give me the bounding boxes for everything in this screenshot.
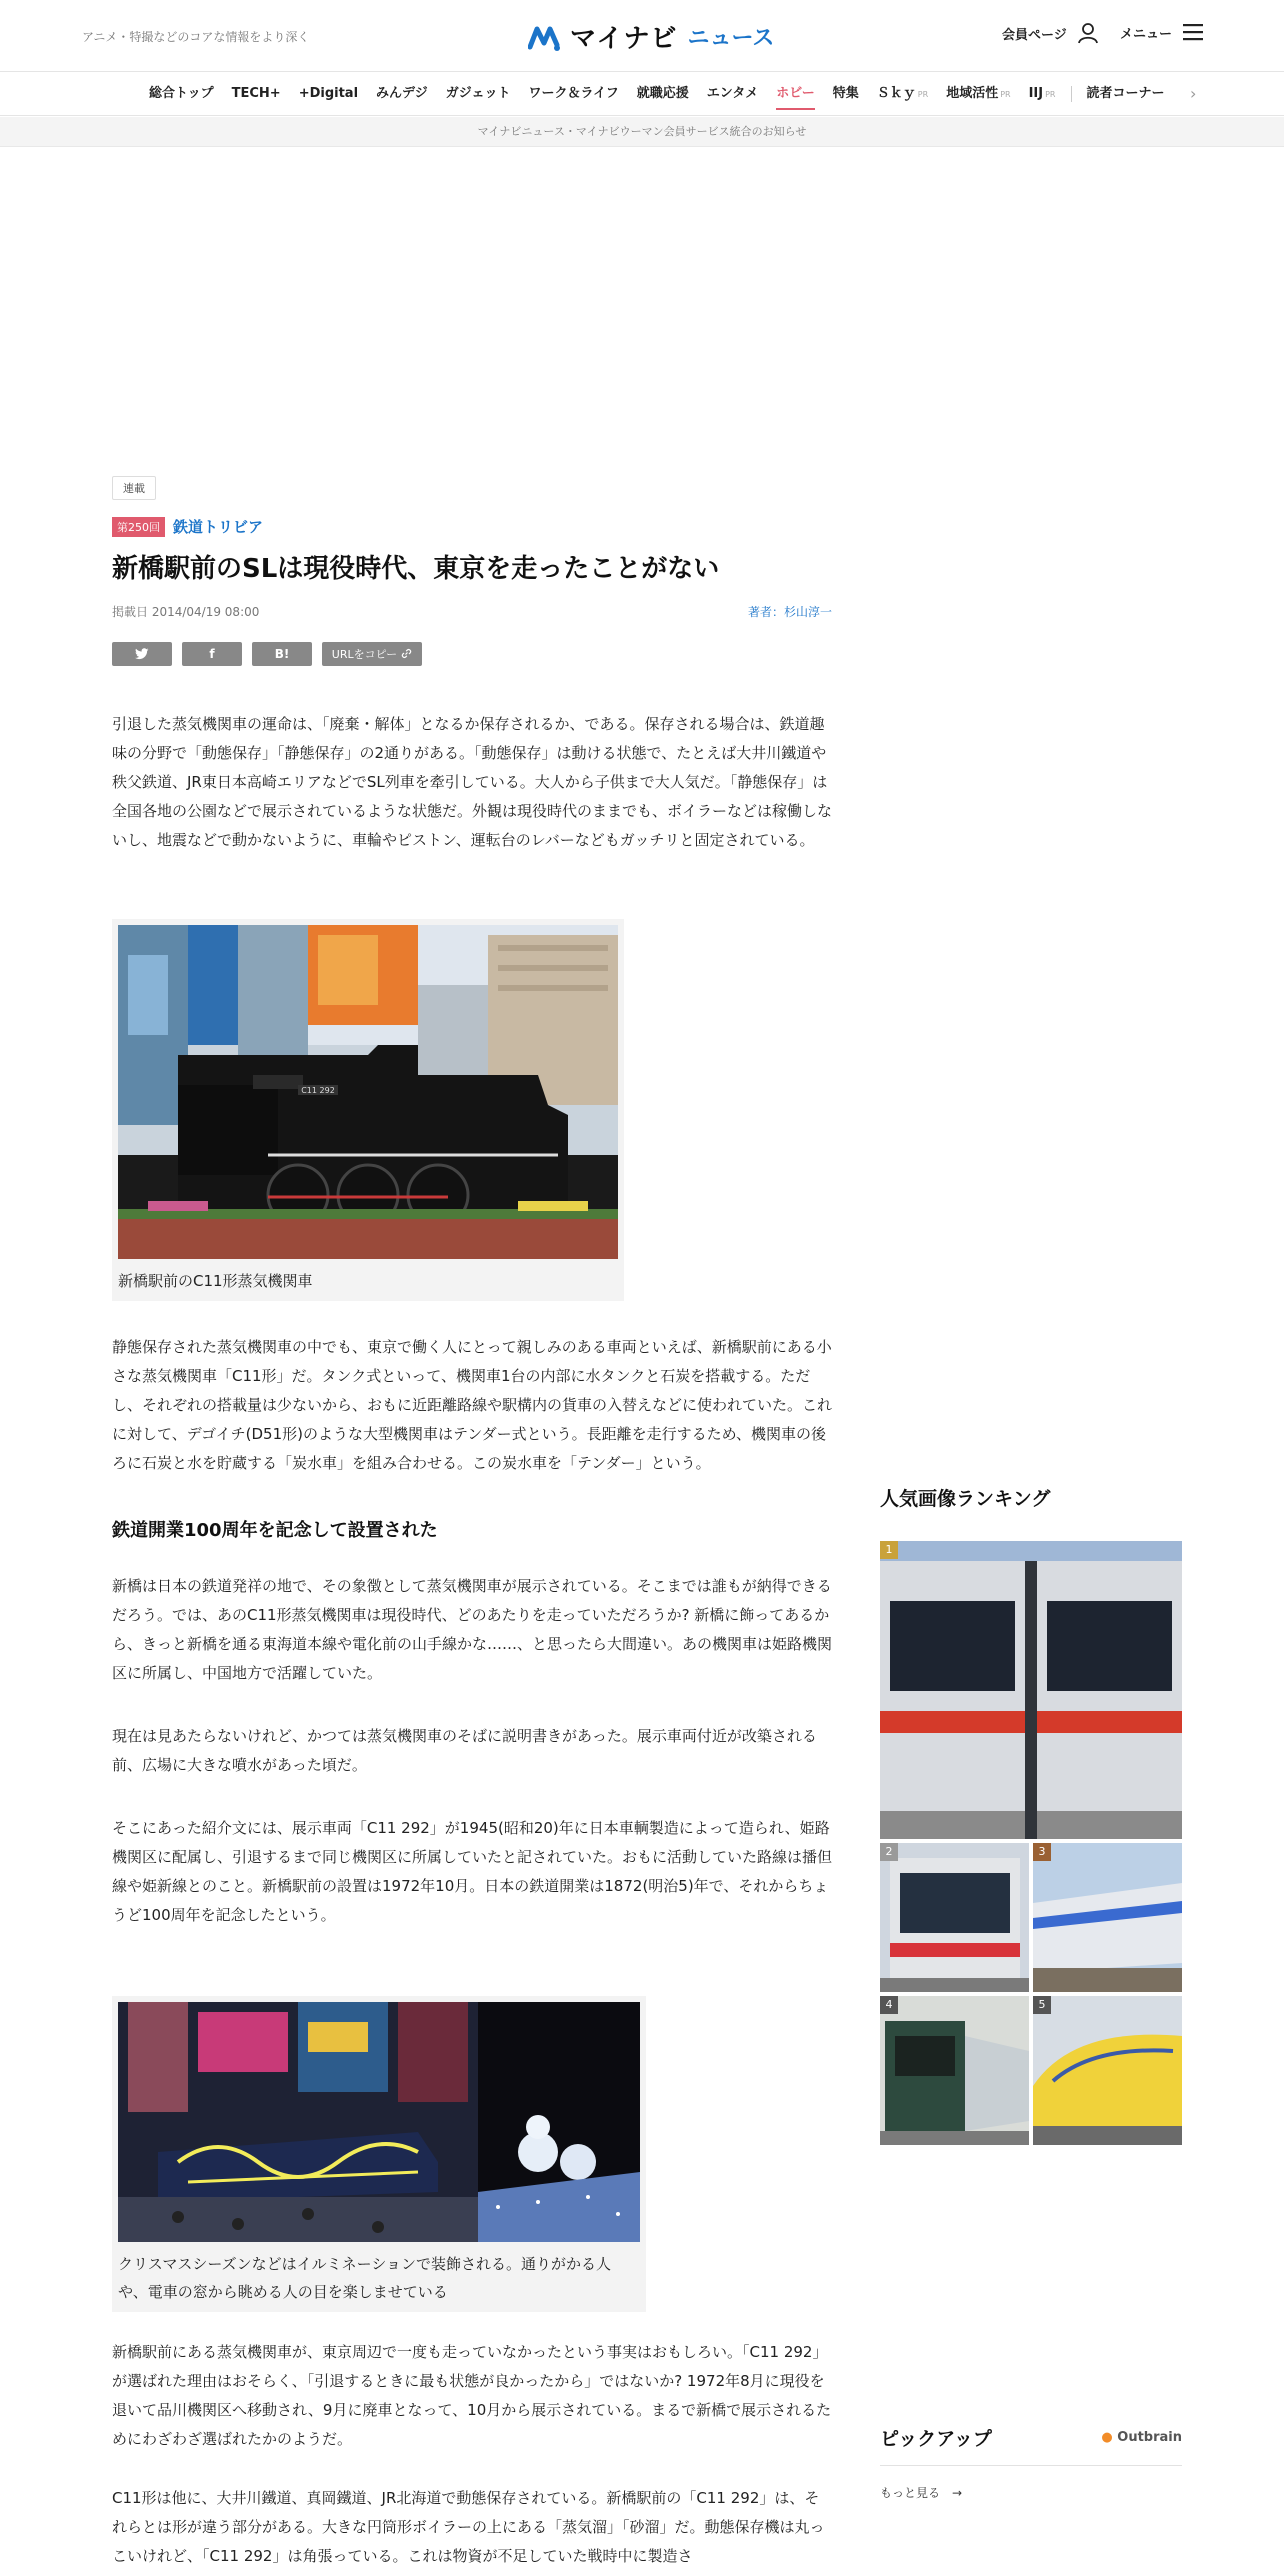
nav-item[interactable] <box>1020 72 1065 116</box>
series-badge: 連載 <box>112 476 156 500</box>
nav-item-label: Ｓｋｙ <box>876 86 916 101</box>
site-logo[interactable] <box>528 18 774 55</box>
section-heading: 鉄道開業100周年を記念して設置された <box>112 1519 438 1541</box>
outbrain-label: Outbrain <box>1117 2430 1182 2445</box>
article-paragraph-3: 新橋は日本の鉄道発祥の地で、その象徴として蒸気機関車が展示されている。そこまでは誰もが納得できるだろう。では、あのC11形蒸気機関車は現役時代、どのあたりを走っていただろうか? 新橋に飾ってあるから、きっと新橋を通る東海道本線や電化前の山手線かな……、と思ったら大間違い。あの機関車は姫路機関区に所属し、中国地方で活躍していた。 <box>112 1576 833 1682</box>
nav-item-label: TECH+ <box>231 86 281 101</box>
nav-item-label: エンタメ <box>706 86 759 101</box>
ranking-item-4[interactable] <box>880 1996 1029 2145</box>
train-thumbnail-1 <box>880 1541 1182 1839</box>
nav-item-label: 就職応援 <box>636 86 689 101</box>
logo-text-sub: ニュース <box>687 26 775 51</box>
notice-bar[interactable]: マイナビニュース・マイナビウーマン会員サービス統合のお知らせ <box>0 117 1284 147</box>
ranking-number: 4 <box>880 1996 898 2014</box>
ranking-number: 2 <box>880 1843 898 1861</box>
nav-pr-label: PR <box>917 90 929 99</box>
twitter-icon <box>135 648 149 660</box>
article-meta <box>112 603 832 620</box>
train-thumbnail-4 <box>880 1996 1029 2145</box>
outbrain-logo[interactable] <box>1101 2430 1182 2445</box>
hatena-bookmark-button[interactable]: B! <box>252 642 312 666</box>
article-paragraph-6: 新橋駅前にある蒸気機関車が、東京周辺で一度も走っていなかったという事実はおもしろい。「C11 292」が選ばれた理由はおそらく、「引退するときに最も状態が良かったから」ではないか? 1972年8月に現役を退いて品川機関区へ移動され、9月に廃車となって、10月から展示されている。まるで新橋で展示されるためにわざわざ選ばれたかのようだ。 <box>112 2342 832 2448</box>
site-header <box>0 0 1284 72</box>
author-link[interactable]: 著者：杉山淳一 <box>747 604 832 619</box>
nav-pr-label: PR <box>1045 90 1056 99</box>
article-paragraph-2: 静態保存された蒸気機関車の中でも、東京で働く人にとって親しみのある車両といえば、新橋駅前にある小さな蒸気機関車「C11形」だ。タンク式といって、機関車1台の内部に水タンクと石炭を搭載する。ただし、それぞれの搭載量は少ないから、おもに近距離路線や駅構内の貨車の入替えなどに使われていた。これに対して、デゴイチ(D51形)のような大型機関車はテンダー式という。長距離を走行するため、機関車の後ろに石炭と水を貯蔵する「炭水車」を組み合わせる。この炭水車を「テンダー」という。 <box>112 1337 833 1472</box>
outbrain-o-icon: ● <box>1101 2430 1113 2445</box>
nav-item-label: みんデジ <box>376 86 428 101</box>
figure-c11-locomotive <box>112 919 624 1301</box>
article <box>112 476 832 2568</box>
ranking-number: 3 <box>1033 1843 1051 1861</box>
nav-item[interactable] <box>1078 72 1174 116</box>
nav-item[interactable] <box>824 72 868 116</box>
train-thumbnail-3 <box>1033 1843 1182 1992</box>
nav-item[interactable] <box>767 72 823 116</box>
nav-item[interactable] <box>437 72 520 116</box>
nav-item[interactable] <box>367 72 437 116</box>
pickup-title: ピックアップ <box>880 2428 992 2450</box>
episode-badge: 第250回 <box>112 517 165 537</box>
logo-text-main: マイナビ <box>570 24 678 54</box>
mynavi-logo-icon <box>528 21 562 53</box>
global-nav <box>0 72 1284 116</box>
nav-item[interactable] <box>868 72 937 116</box>
pickup-more-link[interactable]: もっと見る → <box>880 2486 963 2500</box>
hamburger-icon <box>1182 22 1204 42</box>
article-paragraph-5: そこにあった紹介文には、展示車両「C11 292」が1945(昭和20)年に日本車輌製造によって造られ、姫路機関区に配属し、引退するまで同じ機関区に所属していたと記されていた。おもに活動していた路線は播但線や姫新線とのこと。新橋駅前の設置は1972年10月。日本の鉄道開業は1872(明治5)年で、それからちょうど100周年を記念したという。 <box>112 1818 833 1924</box>
twitter-share-button[interactable] <box>112 642 172 666</box>
series-name-link[interactable]: 鉄道トリビア <box>173 518 264 536</box>
nav-scroll-right-icon[interactable]: › <box>1190 84 1197 103</box>
ranking-number: 1 <box>880 1541 898 1559</box>
nav-pr-label: PR <box>1000 90 1011 99</box>
article-paragraph-4: 現在は見あたらないけれど、かつては蒸気機関車のそばに説明書きがあった。展示車両付近が改築される前、広場に大きな噴水があった頃だ。 <box>112 1726 817 1774</box>
illumination-image[interactable] <box>118 2002 640 2242</box>
image-ranking <box>880 1484 1182 2111</box>
member-page-link[interactable] <box>1002 22 1099 44</box>
nav-item-label: 総合トップ <box>149 86 214 101</box>
nav-item-label: 読者コーナー <box>1086 86 1165 101</box>
site-tagline: アニメ・特撮などのコアな情報をより深く <box>82 30 310 44</box>
article-title: 新橋駅前のSLは現役時代、東京を走ったことがない <box>112 554 720 584</box>
ranking-item-3[interactable] <box>1033 1843 1182 1992</box>
pickup-header <box>880 2424 1182 2466</box>
nav-item[interactable] <box>520 72 628 116</box>
nav-item[interactable] <box>290 72 367 116</box>
ranking-item-5[interactable] <box>1033 1996 1182 2145</box>
menu-label: メニュー <box>1120 26 1173 42</box>
share-buttons <box>112 642 832 666</box>
train-thumbnail-5 <box>1033 1996 1182 2145</box>
series-row <box>112 516 832 537</box>
nav-item[interactable] <box>698 72 767 116</box>
figure2-caption: クリスマスシーズンなどはイルミネーションで装飾される。通りがかる人や、電車の窓から眺める人の目を楽しませている <box>118 2254 612 2301</box>
nav-item-label: 特集 <box>832 86 859 101</box>
nav-separator <box>1071 86 1072 102</box>
figure-illumination <box>112 1996 646 2312</box>
article-paragraph-7: C11形は他に、大井川鐵道、真岡鐵道、JR北海道で動態保存されている。新橋駅前の「C11 292」は、それらとは形が違う部分がある。大きな円筒形ボイラーの上にある「蒸気溜」「砂溜」だ。動態保存機は丸っこいけれど、「C11 292」は角張っている。これは物資が不足していた戦時中に製造さ <box>112 2488 825 2565</box>
image-ranking-grid <box>880 1511 1182 2111</box>
figure1-caption: 新橋駅前のC11形蒸気機関車 <box>118 1271 313 1290</box>
nav-item-label: ワーク＆ライフ <box>528 86 619 101</box>
nav-item-label: ホビー <box>776 86 815 101</box>
nav-item-label: 地域活性 <box>946 86 999 101</box>
nav-item[interactable] <box>223 72 290 116</box>
member-page-label: 会員ページ <box>1002 27 1067 43</box>
nav-item[interactable] <box>628 72 698 116</box>
ranking-item-2[interactable] <box>880 1843 1029 1992</box>
user-icon <box>1077 22 1099 44</box>
article-lead-paragraph: 引退した蒸気機関車の運命は、「廃棄・解体」となるか保存されるか、である。保存される場合は、鉄道趣味の分野で「動態保存」「静態保存」の2通りがある。「動態保存」は動ける状態で、たとえば大井川鐵道や秩父鉄道、JR東日本高崎エリアなどでSL列車を牽引している。大人から子供まで大人気だ。「静態保存」は全国各地の公園などで展示されているような状態だ。外観は現役時代のままでも、ボイラーなどは稼働しないし、地震などで動かないように、車輪やピストン、運転台のレバーなどもガッチリと固定されている。 <box>112 714 833 849</box>
copy-url-label: URLをコピー <box>331 647 398 661</box>
ranking-item-1[interactable] <box>880 1541 1182 1839</box>
nav-item[interactable] <box>140 72 223 116</box>
pickup-section <box>880 2424 1182 2501</box>
nav-item[interactable] <box>937 72 1019 116</box>
link-icon <box>401 648 412 659</box>
menu-button[interactable] <box>1120 22 1204 42</box>
global-nav-list <box>140 72 1174 116</box>
facebook-share-button[interactable]: f <box>182 642 242 666</box>
locomotive-number-plate: C11 292 <box>301 1085 335 1095</box>
c11-locomotive-image[interactable] <box>118 925 618 1259</box>
nav-item-label: +Digital <box>298 86 359 101</box>
image-ranking-title: 人気画像ランキング <box>880 1488 1051 1510</box>
train-thumbnail-2 <box>880 1843 1029 1992</box>
nav-item-label: ガジェット <box>445 86 511 101</box>
nav-item-label: IIJ <box>1028 86 1044 101</box>
publish-date: 掲載日 2014/04/19 08:00 <box>112 604 260 619</box>
copy-url-button[interactable] <box>322 642 422 666</box>
ranking-number: 5 <box>1033 1996 1051 2014</box>
